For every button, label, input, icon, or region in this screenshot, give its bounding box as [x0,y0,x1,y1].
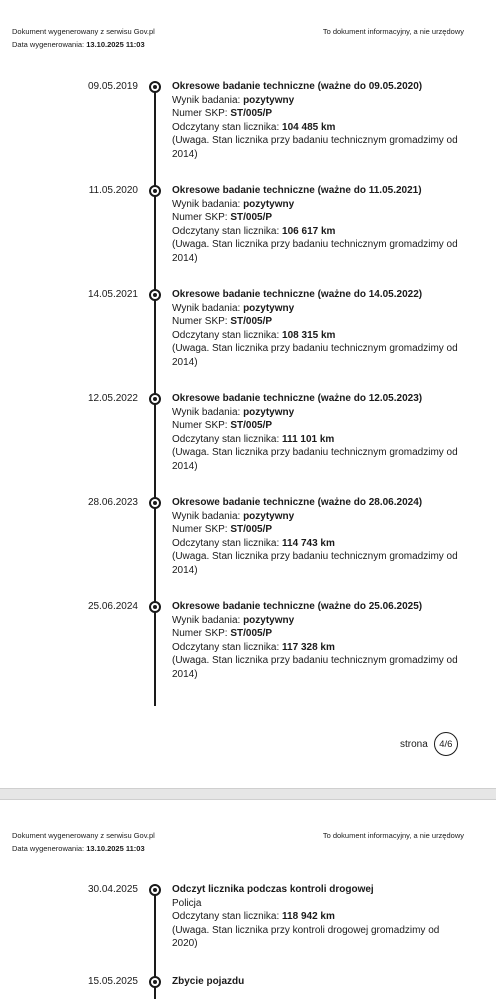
skp-value: ST/005/P [230,108,273,120]
skp-label: Numer SKP: [172,420,228,432]
entry-meter [172,910,462,924]
entry-note: (Uwaga. Stan licznika przy badaniu technicznym gromadzimy od 2014) [172,135,458,160]
entry-details [172,975,462,989]
entry-meter [172,537,462,551]
entry-date: 12.05.2022 [87,393,138,404]
timeline-dot-icon [149,884,161,896]
entry-note: (Uwaga. Stan licznika przy badaniu technicznym gromadzimy od 2014) [172,239,458,264]
entry-note: (Uwaga. Stan licznika przy badaniu technicznym gromadzimy od 2014) [172,551,458,576]
entry-note: (Uwaga. Stan licznika przy badaniu technicznym gromadzimy od 2014) [172,343,458,368]
skp-value: ST/005/P [230,316,273,328]
page-indicator [400,732,458,756]
meter-value: 111 101 km [282,433,335,445]
skp-value: ST/005/P [230,628,273,640]
result-label: Wynik badania: [172,406,241,418]
entry-details [172,600,462,682]
entry-details [172,288,462,370]
result-value: pozytywny [243,302,295,314]
entry-date: 11.05.2020 [88,185,138,196]
result-value: pozytywny [243,94,295,106]
entry-title: Odczyt licznika podczas kontroli drogowej [172,884,374,895]
entry-source: Policja [172,897,202,909]
meter-value: 108 315 km [282,329,336,341]
meter-label: Odczytany stan licznika: [172,329,280,341]
entry-title: Okresowe badanie techniczne (ważne do 12.05.2023) [172,393,423,404]
meter-value: 117 328 km [282,641,335,653]
entry-note: (Uwaga. Stan licznika przy kontroli drogowej gromadzimy od 2020) [172,924,440,950]
generation-date [12,842,464,855]
entry-details [172,184,462,266]
entry-note: (Uwaga. Stan licznika przy badaniu technicznym gromadzimy od 2014) [172,447,458,472]
result-label: Wynik badania: [172,614,241,626]
skp-label: Numer SKP: [172,524,228,536]
info-note-text: To dokument informacyjny, a nie urzędowy [322,831,464,840]
timeline-dot-icon [149,393,161,405]
meter-label: Odczytany stan licznika: [172,433,280,445]
skp-label: Numer SKP: [172,212,228,224]
skp-label: Numer SKP: [172,108,228,120]
entry-details [172,392,462,474]
entry-title: Zbycie pojazdu [172,976,245,987]
entry-skp [172,419,462,433]
generated-from-text: Dokument wygenerowany z serwisu Gov.pl [12,831,155,840]
generation-date-value: 13.10.2025 11:03 [86,40,145,49]
result-value: pozytywny [243,614,295,626]
entry-title: Okresowe badanie techniczne (ważne do 11.05.2021) [172,185,422,196]
meter-value: 118 942 km [282,911,335,923]
entry-result [172,614,462,628]
entry-result [172,198,462,212]
timeline-dot-icon [149,976,161,988]
entry-skp [172,315,462,329]
page-number-badge: 4/6 [434,732,458,756]
entry-date: 09.05.2019 [87,81,138,92]
result-label: Wynik badania: [172,510,241,522]
entry-result [172,94,462,108]
result-label: Wynik badania: [172,198,241,210]
result-value: pozytywny [243,406,295,418]
generation-date-value: 13.10.2025 11:03 [86,844,145,853]
entry-date: 28.06.2023 [87,497,138,508]
meter-label: Odczytany stan licznika: [172,641,280,653]
entry-result [172,406,462,420]
entry-details [172,496,462,578]
meter-label: Odczytany stan licznika: [172,225,280,237]
result-value: pozytywny [243,510,295,522]
entry-meter [172,641,462,655]
entry-result [172,510,462,524]
entry-details [172,883,462,951]
entry-skp [172,107,462,121]
skp-value: ST/005/P [230,212,273,224]
page-break [0,788,496,800]
timeline-dot-icon [149,601,161,613]
entry-date: 14.05.2021 [87,289,138,300]
entry-skp [172,211,462,225]
meter-label: Odczytany stan licznika: [172,121,280,133]
entry-title: Okresowe badanie techniczne (ważne do 25.06.2025) [172,601,423,612]
entry-title: Okresowe badanie techniczne (ważne do 09.05.2020) [172,81,423,92]
result-value: pozytywny [243,198,295,210]
entry-meter [172,121,462,135]
result-label: Wynik badania: [172,94,241,106]
entry-date: 25.06.2024 [87,601,138,612]
skp-label: Numer SKP: [172,316,228,328]
meter-value: 104 485 km [282,121,336,133]
entry-note: (Uwaga. Stan licznika przy badaniu technicznym gromadzimy od 2014) [172,655,458,680]
generation-date-label: Data wygenerowania: [12,844,85,853]
timeline-dot-icon [149,497,161,509]
generation-date [12,38,464,51]
timeline-dot-icon [149,81,161,93]
skp-label: Numer SKP: [172,628,228,640]
result-label: Wynik badania: [172,302,241,314]
entry-date: 15.05.2025 [87,976,138,987]
entry-title: Okresowe badanie techniczne (ważne do 28.06.2024) [172,497,423,508]
meter-label: Odczytany stan licznika: [172,537,280,549]
timeline-dot-icon [149,185,161,197]
entry-details [172,80,462,162]
skp-value: ST/005/P [230,524,273,536]
entry-result [172,302,462,316]
meter-value: 114 743 km [282,537,335,549]
page-header [12,829,464,855]
timeline-dot-icon [149,289,161,301]
skp-value: ST/005/P [230,420,273,432]
page-label: strona [400,738,428,750]
meter-value: 106 617 km [282,225,336,237]
entry-meter [172,329,462,343]
generation-date-label: Data wygenerowania: [12,40,85,49]
entry-skp [172,627,462,641]
entry-title: Okresowe badanie techniczne (ważne do 14.05.2022) [172,289,423,300]
entry-meter [172,225,462,239]
generated-from-text: Dokument wygenerowany z serwisu Gov.pl [12,27,155,36]
page-header [12,25,464,51]
entry-date: 30.04.2025 [87,884,138,895]
info-note-text: To dokument informacyjny, a nie urzędowy [322,27,464,36]
meter-label: Odczytany stan licznika: [172,911,280,923]
entry-skp [172,523,462,537]
entry-meter [172,433,462,447]
